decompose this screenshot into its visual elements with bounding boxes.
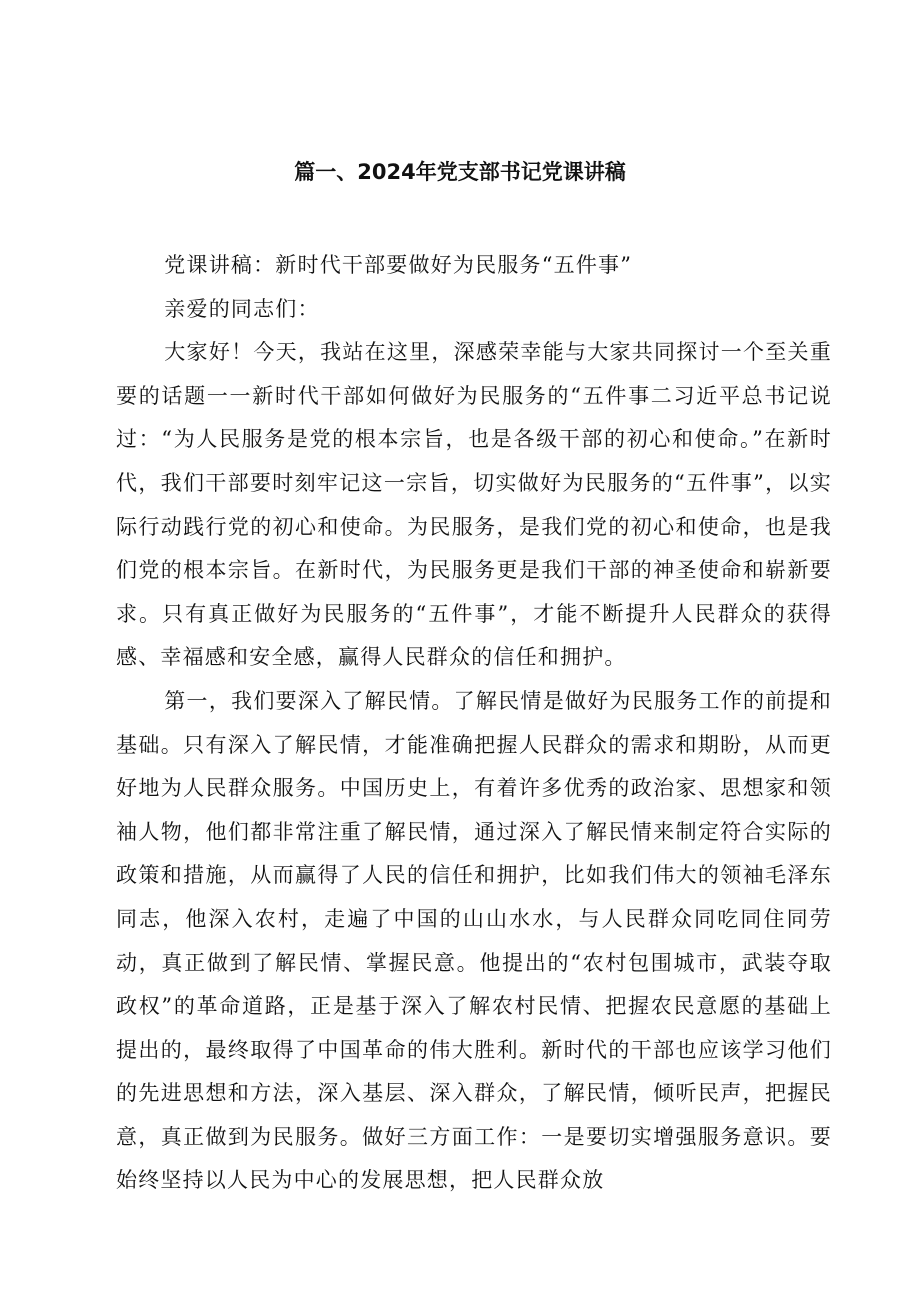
paragraph-intro: 大家好！今天，我站在这里，深感荣幸能与大家共同探讨一个至关重要的话题一一新时代干部如何做好为民服务的“五件事二习近平总书记说过：“为人民服务是党的根本宗旨，也是各级干部的初心和使命。”在新时代，我们干部要时刻牢记这一宗旨，切实做好为民服务的“五件事”，以实际行动践行党的初心和使命。为民服务，是我们党的初心和使命，也是我们党的根本宗旨。在新时代，为民服务更是我们干部的神圣使命和崭新要求。只有真正做好为民服务的“五件事”，才能不断提升人民群众的获得感、幸福感和安全感，赢得人民群众的信任和拥护。 xyxy=(116,340,832,670)
document-title: 篇一、2024年党支部书记党课讲稿 xyxy=(294,160,626,184)
document-body xyxy=(116,244,832,1203)
paragraph-salutation: 亲爱的同志们： xyxy=(164,296,320,321)
paragraph-first-point: 第一，我们要深入了解民情。了解民情是做好为民服务工作的前提和基础。只有深入了解民情，才能准确把握人民群众的需求和期盼，从而更好地为人民群众服务。中国历史上，有着许多优秀的政治家、思想家和领袖人物，他们都非常注重了解民情，通过深入了解民情来制定符合实际的政策和措施，从而赢得了人民的信任和拥护，比如我们伟大的领袖毛泽东同志，他深入农村，走遍了中国的山山水水，与人民群众同吃同住同劳动，真正做到了解民情、掌握民意。他提出的“农村包围城市，武装夺取政权”的革命道路，正是基于深入了解农村民情、把握农民意愿的基础上提出的，最终取得了中国革命的伟大胜利。新时代的干部也应该学习他们的先进思想和方法，深入基层、深入群众，了解民情，倾听民声，把握民意，真正做到为民服务。做好三方面工作：一是要切实增强服务意识。要始终坚持以人民为中心的发展思想，把人民群众放 xyxy=(116,688,832,1193)
paragraph-subtitle: 党课讲稿：新时代干部要做好为民服务“五件事” xyxy=(164,253,633,277)
